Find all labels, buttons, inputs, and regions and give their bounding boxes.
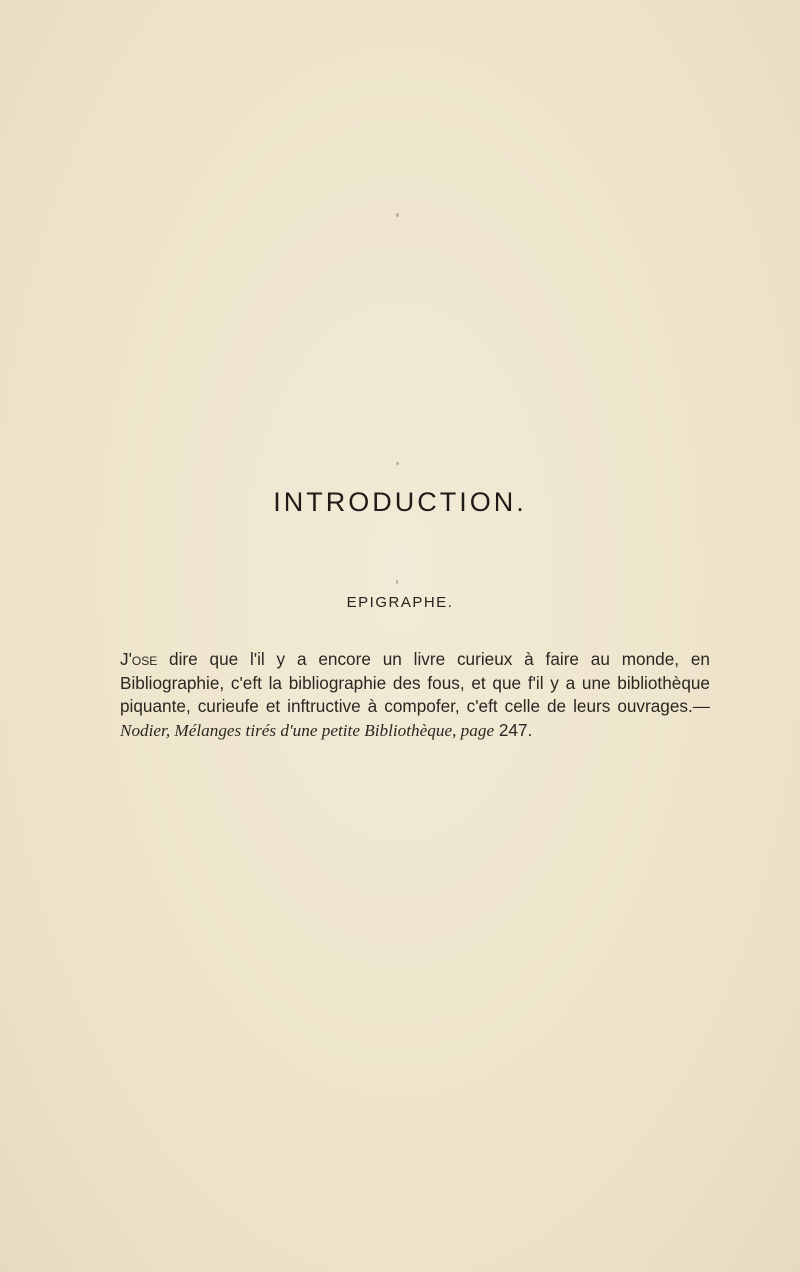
epigraph-smallcaps: ose xyxy=(131,649,158,669)
epigraph-page-number: 247. xyxy=(494,719,533,740)
epigraph-citation: Nodier, Mélanges tirés d'une petite Bibliothèque, page xyxy=(120,720,495,740)
epigraph-text: dire que l'il y a encore un livre curieux à faire au monde, en Bibliographie, c'eft la bibliographie des fous, et que f'il y a une bibliothèque piquante, curieufe et inftructive à compofer, c'eft celle de leurs ouvrages.— xyxy=(120,649,710,716)
epigraph-paragraph xyxy=(120,648,710,742)
page-title: INTRODUCTION. xyxy=(273,487,527,517)
paper-speck xyxy=(396,580,398,584)
paper-speck xyxy=(396,462,399,465)
paper-speck xyxy=(396,213,399,217)
epigraph-initial: J' xyxy=(120,649,132,669)
section-subtitle: EPIGRAPHE. xyxy=(346,594,454,611)
